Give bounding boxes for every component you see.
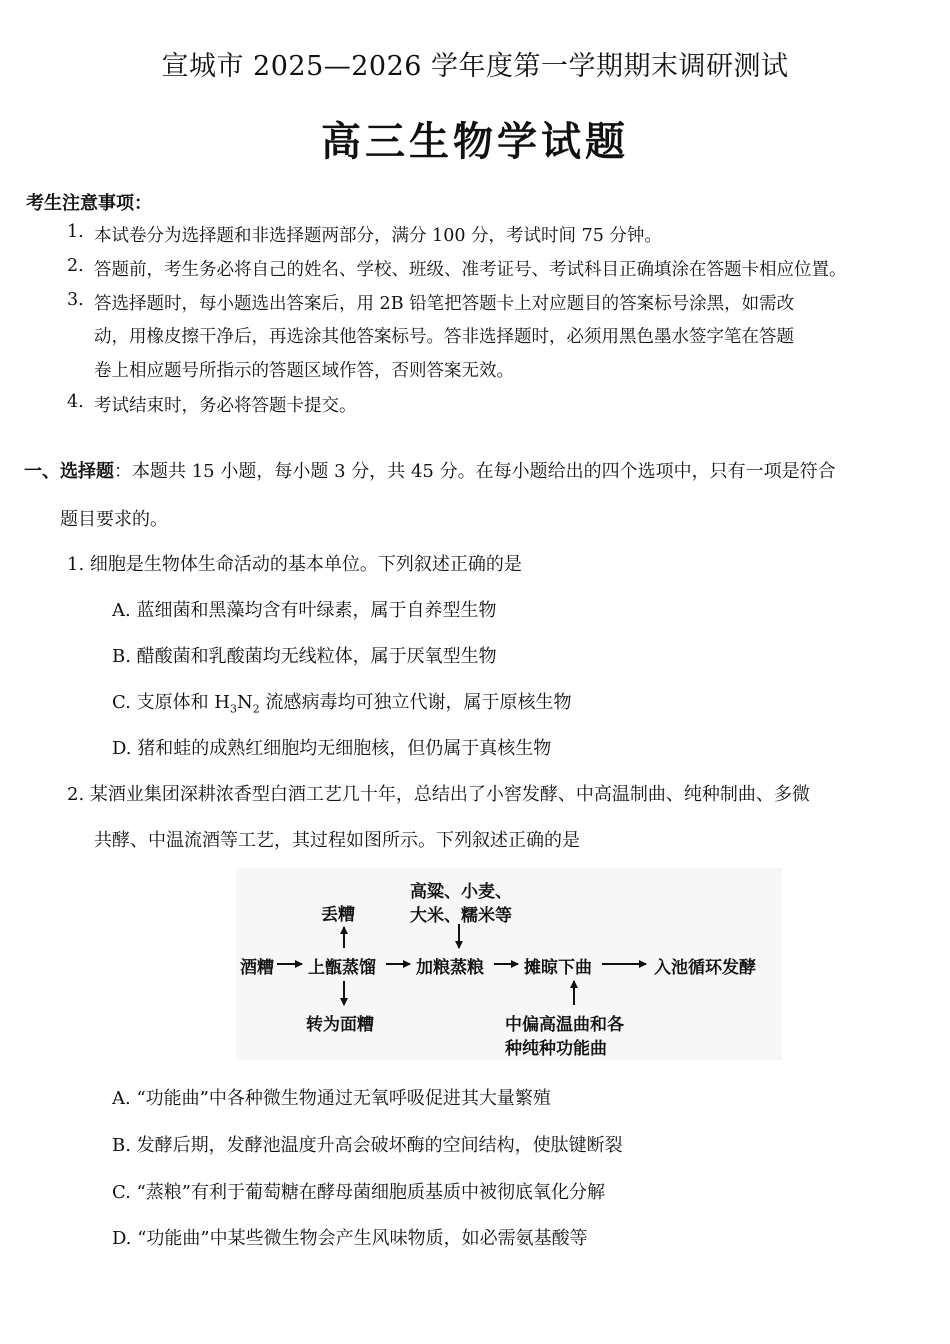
label-zhuanwei: 转为面糟: [306, 1015, 374, 1035]
section-1-line-2: 题目要求的。: [60, 509, 168, 530]
process-diagram: [236, 868, 782, 1060]
label-qu-line-1: 中偏高温曲和各: [505, 1015, 624, 1035]
q1-option-c-pre: C. 支原体和 H: [112, 692, 230, 713]
notice-num-2: 2.: [67, 256, 84, 276]
notice-item-4: 考试结束时，务必将答题卡提交。: [94, 396, 357, 416]
q1-option-a[interactable]: A. 蓝细菌和黑藻均含有叶绿素，属于自养型生物: [112, 600, 497, 621]
label-jiuzao: 酒糟: [240, 958, 274, 978]
q2-option-c[interactable]: C. “蒸粮”有利于葡萄糖在酵母菌细胞质基质中被彻底氧化分解: [112, 1182, 605, 1203]
notice-item-2: 答题前，考生务必将自己的姓名、学校、班级、准考证号、考试科目正确填涂在答题卡相应位置。: [94, 260, 847, 280]
notice-num-1: 1.: [67, 222, 84, 242]
q2-option-a[interactable]: A. “功能曲”中各种微生物通过无氧呼吸促进其大量繁殖: [112, 1088, 551, 1109]
section-1-desc: ：本题共 15 小题，每小题 3 分，共 45 分。在每小题给出的四个选项中，只有一项是符合: [114, 461, 836, 482]
q1-stem: 1. 细胞是生物体生命活动的基本单位。下列叙述正确的是: [67, 554, 522, 575]
notice-item-3-line-2: 动，用橡皮擦干净后，再选涂其他答案标号。答非选择题时，必须用黑色墨水签字笔在答题: [94, 327, 794, 347]
q1-option-c-post: 流感病毒均可独立代谢，属于原核生物: [259, 692, 572, 713]
q1-option-c-sub2: 2: [252, 702, 260, 716]
q2-option-d[interactable]: D. “功能曲”中某些微生物会产生风味物质，如必需氨基酸等: [112, 1228, 588, 1249]
label-grains-line-1: 高粱、小麦、: [410, 882, 512, 902]
section-1-label: 一、选择题: [24, 461, 114, 482]
notice-item-3-line-3: 卷上相应题号所指示的答题区域作答，否则答案无效。: [94, 361, 514, 381]
q1-option-c-mid: N: [237, 692, 253, 713]
subject-title: 高三生物学试题: [321, 119, 629, 165]
section-1-line-1: [24, 457, 836, 483]
q2-stem-line-2: 共酵、中温流酒等工艺，其过程如图所示。下列叙述正确的是: [94, 830, 580, 851]
q1-option-b[interactable]: B. 醋酸菌和乳酸菌均无线粒体，属于厌氧型生物: [112, 646, 497, 667]
label-qu-line-2: 种纯种功能曲: [505, 1039, 607, 1059]
notice-heading: 考生注意事项：: [26, 193, 152, 214]
notice-item-1: 本试卷分为选择题和非选择题两部分，满分 100 分，考试时间 75 分钟。: [94, 226, 662, 246]
notice-num-3: 3.: [67, 290, 84, 310]
q2-stem-line-1: 2. 某酒业集团深耕浓香型白酒工艺几十年，总结出了小窖发酵、中高温制曲、纯种制曲、多微: [67, 784, 810, 805]
label-tanliang: 摊晾下曲: [524, 958, 592, 978]
q1-option-d[interactable]: D. 猪和蛙的成熟红细胞均无细胞核，但仍属于真核生物: [112, 738, 552, 759]
exam-title: 宣城市 2025—2026 学年度第一学期期末调研测试: [161, 51, 789, 82]
notice-item-3-line-1: 答选择题时，每小题选出答案后，用 2B 铅笔把答题卡上对应题目的答案标号涂黑，如需改: [94, 294, 795, 314]
label-ruchi: 入池循环发酵: [654, 958, 756, 978]
q1-option-c[interactable]: [112, 688, 571, 716]
label-diucao: 丢糟: [321, 905, 355, 925]
label-shangzeng: 上甑蒸馏: [308, 958, 376, 978]
q1-option-c-sub1: 3: [230, 702, 237, 716]
q2-option-b[interactable]: B. 发酵后期，发酵池温度升高会破坏酶的空间结构，使肽键断裂: [112, 1135, 623, 1156]
label-jialiang: 加粮蒸粮: [416, 958, 484, 978]
notice-num-4: 4.: [67, 392, 84, 412]
label-grains-line-2: 大米、糯米等: [410, 906, 512, 926]
